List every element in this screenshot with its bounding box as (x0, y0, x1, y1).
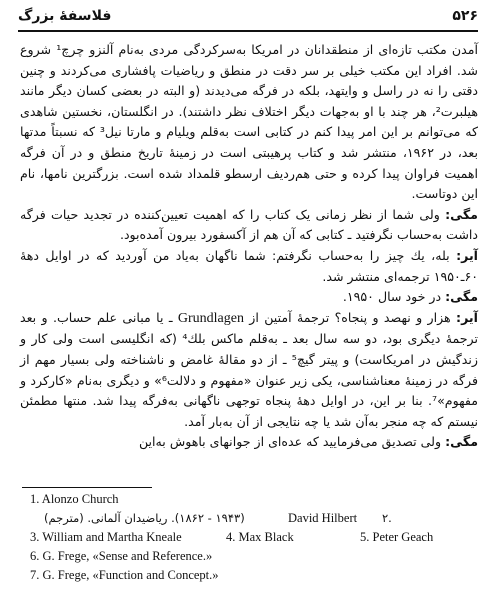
speaker-label: مگی: (445, 434, 478, 450)
main-text (20, 40, 478, 453)
dialogue-text: بله، یك چیز را به‌حساب نگرفتم: شما ناگهان به‌یاد من آوردید که در اوایل دههٔ ۶۰ـ۱۹۵۰ ترجمه‌ای منتشر شد. (20, 247, 478, 284)
dialogue-text: هزار و نهصد و پنجاه؟ ترجمهٔ آمتین از (249, 309, 451, 325)
dialogue-text: ولی تصدیق می‌فرمایید که عده‌ای از جوانهای باهوش به‌این (138, 434, 442, 450)
paragraph-text: آمدن مکتب تازه‌ای از منطقدانان در امریکا به‌سرکردگی مردی به‌نام آلنزو چرچ¹ شروع شد. افراد این مکتب خیلی بر سر دقت در منطق و ریاضیات پافشاری می‌کردند و چنین دقتی را نه در راسل و وایتهد، بلکه در فرگه می‌دیدند (و البته در بعضی کسان دیگر مانند هیلبرت²، هر چند با او به‌جهات دیگر اختلاف نظر داشتند). در انگلستان، نخستین شاهدی که می‌توانم بر این امر پیدا کنم در کتابی است به‌قلم ویلیام و مارتا نیل³ که نسبتاً مدتها بعد، در ۱۹۶۲، منتشر شد و کتاب پرهیبتی است در زمینهٔ تاریخ منطق و در آن فرگه اهمیت فراوان پیدا کرده و حتی هم‌ردیف ارسطو قلمداد شده است. بزرگترین نامها، نام این دوتاست. (20, 42, 479, 202)
footnote-text: 3. William and Martha Kneale (30, 530, 182, 544)
dialogue-text: ـ یا مبانی علم حساب. و بعد ترجمهٔ دیگری بود، دو سه سال بعد ـ به‌قلم ماکس بلك⁴ (که انگلیسی است ولی کار و زندگیش در امریکاست) و پیتر گیچ⁵ ـ از دو مقالهٔ غامض و ناشناخته ولی بسیار مهم از فرگه در زمینهٔ معناشناسی، یکی زیر عنوان «مفهوم و دلالت⁶» و دیگری به‌نام «کارکرد و مفهوم»⁷. بنا بر این، در اوایل دههٔ پنجاه توجهی ناگهانی به‌فرگه پیدا شد. منتها مطمئن نیستم که چه منجر به‌آن شد یا چه نتایجی از آن به‌بار آمد. (20, 309, 479, 429)
footnote-text: 7. G. Frege, «Function and Concept.» (30, 568, 219, 582)
footnote (30, 509, 478, 528)
footnote (30, 547, 478, 566)
speaker-label: مگی: (445, 206, 478, 222)
paragraph (20, 40, 478, 205)
footnotes (30, 490, 478, 585)
footnote-text: 6. G. Frege, «Sense and Reference.» (30, 549, 213, 563)
footnote-divider (22, 487, 152, 488)
dialogue-text: ولی شما از نظر زمانی یک کتاب را که اهمیت تعیین‌کننده در تجدید حیات فرگه داشت به‌حساب نگرفتید ـ کتابی که آن هم از آکسفورد بیرون آمده‌بود. (20, 206, 478, 243)
footnote-name: David Hilbert (288, 511, 358, 525)
speaker-label: مگی: (445, 289, 478, 305)
speaker-label: آیر: (456, 309, 478, 325)
footnote-text: 5. Peter Geach (360, 530, 434, 544)
dialogue-turn (20, 205, 478, 246)
dialogue-text: در خود سال ۱۹۵۰. (342, 289, 442, 305)
footnote-text: 1. Alonzo Church (30, 492, 119, 506)
footnote (30, 490, 478, 509)
running-header (18, 6, 478, 32)
dialogue-turn (20, 246, 478, 287)
footnote (30, 566, 478, 585)
footnote-text: 4. Max Black (226, 530, 294, 544)
footnote (30, 528, 478, 547)
footnote-text: (۱۹۴۳ - ۱۸۶۲). ریاضیدان آلمانی. (مترجم) (44, 511, 245, 525)
dialogue-turn (20, 432, 478, 453)
dialogue-turn (20, 308, 478, 433)
book-title: فلاسفهٔ بزرگ (18, 8, 112, 24)
speaker-label: آیر: (456, 247, 478, 263)
latin-term: Grundlagen (177, 310, 244, 326)
dialogue-turn (20, 287, 478, 308)
footnote-number: ۲. (382, 511, 392, 525)
page-number: ۵۲۶ (452, 8, 478, 24)
